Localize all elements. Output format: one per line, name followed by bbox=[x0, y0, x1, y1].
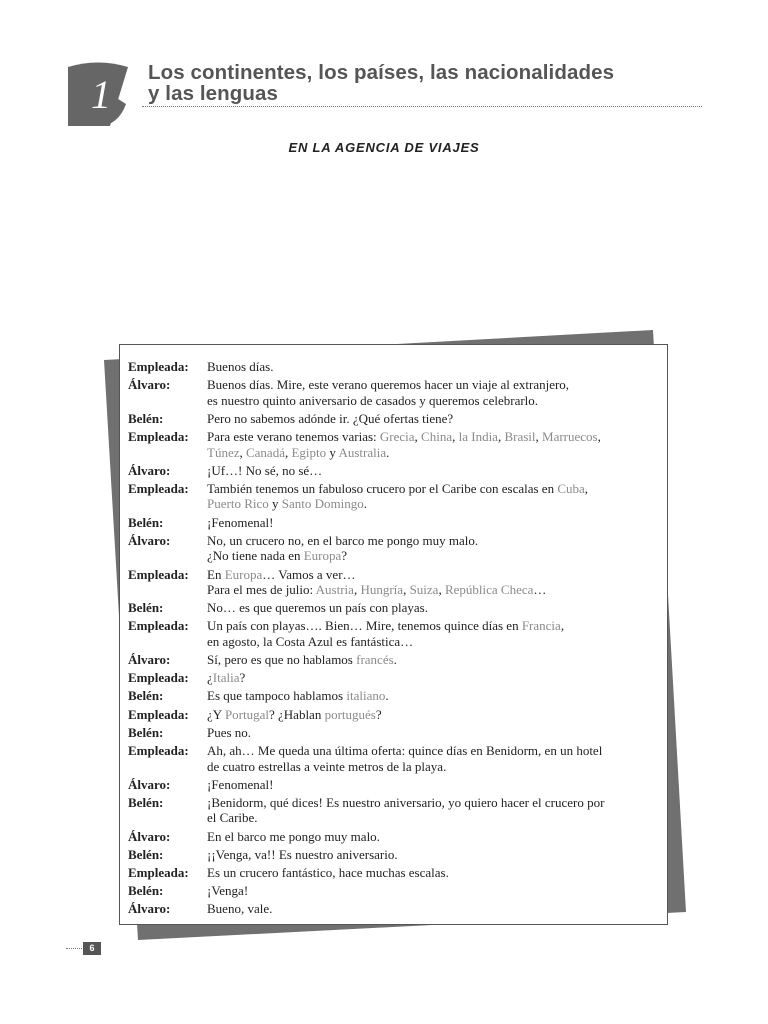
highlighted-term: Santo Domingo bbox=[281, 496, 364, 512]
highlighted-term: Túnez bbox=[207, 444, 240, 460]
highlighted-term: Italia bbox=[212, 670, 240, 686]
speech-text bbox=[207, 567, 659, 598]
speech-text bbox=[207, 795, 659, 826]
speech-text bbox=[207, 847, 659, 863]
speech-line bbox=[207, 618, 659, 634]
speech-segment: ¡Benidorm, qué dices! Es nuestro aniversario, yo quiero hacer el crucero por bbox=[207, 794, 605, 810]
speaker-name: Álvaro: bbox=[128, 901, 171, 917]
dialogue-line bbox=[128, 688, 659, 704]
speech-segment: Un país con playas…. Bien… Mire, tenemos quince días en bbox=[207, 618, 522, 634]
speech-line bbox=[207, 670, 659, 686]
dialogue-line bbox=[128, 743, 659, 774]
speech-text bbox=[207, 865, 659, 881]
speaker-name: Empleada: bbox=[128, 864, 189, 880]
speech-segment: Sí, pero es que no hablamos bbox=[207, 652, 357, 668]
speech-line bbox=[207, 883, 659, 899]
speaker-name: Belén: bbox=[128, 410, 164, 426]
highlighted-term: República Checa bbox=[444, 582, 534, 597]
speech-line bbox=[207, 777, 659, 793]
speech-line bbox=[207, 795, 659, 811]
dialogue-line bbox=[128, 670, 659, 686]
speech-segment: También tenemos un fabuloso crucero por el Caribe con escalas en bbox=[207, 480, 558, 496]
dialogue-line bbox=[128, 725, 659, 741]
speaker-name: Empleada: bbox=[128, 359, 189, 374]
dialogue-line bbox=[128, 847, 659, 863]
speech-text bbox=[207, 725, 659, 741]
speech-line bbox=[207, 829, 659, 845]
speech-segment: , bbox=[597, 429, 601, 445]
speech-text bbox=[207, 883, 659, 899]
speech-segment: y bbox=[268, 496, 282, 512]
speech-segment: ¡Fenomenal! bbox=[207, 776, 274, 792]
speech-segment: . bbox=[363, 496, 367, 512]
highlighted-term: Canadá bbox=[245, 444, 285, 460]
dialogue-line bbox=[128, 829, 659, 845]
speech-segment: , bbox=[403, 582, 410, 597]
speech-line bbox=[207, 688, 659, 704]
dialogue-line bbox=[128, 865, 659, 881]
speech-segment: Pues no. bbox=[207, 724, 252, 740]
speech-segment: Ah, ah… Me queda una última oferta: quince días en Benidorm, en un hotel bbox=[207, 743, 603, 758]
unit-number: 1 bbox=[91, 72, 111, 117]
speech-segment: ¡Fenomenal! bbox=[207, 514, 274, 530]
speech-text bbox=[207, 429, 659, 460]
dialogue-line bbox=[128, 533, 659, 564]
speech-segment: , bbox=[284, 444, 292, 460]
highlighted-term: Austria bbox=[315, 582, 354, 597]
speech-segment: . bbox=[393, 652, 397, 668]
highlighted-term: Puerto Rico bbox=[207, 496, 269, 512]
speech-segment: No, un crucero no, en el barco me pongo muy malo. bbox=[207, 532, 479, 548]
dialogue-line bbox=[128, 883, 659, 899]
speech-segment: Pero no sabemos adónde ir. ¿Qué ofertas tiene? bbox=[207, 410, 454, 426]
speech-text bbox=[207, 377, 659, 408]
dialogue-box bbox=[119, 344, 668, 925]
speech-text bbox=[207, 600, 659, 616]
unit-title-line-2: y las lenguas bbox=[148, 82, 279, 105]
dialogue-line bbox=[128, 777, 659, 793]
speech-segment: , bbox=[353, 582, 361, 597]
speaker-name: Empleada: bbox=[128, 480, 189, 496]
speaker-name: Empleada: bbox=[128, 670, 189, 686]
speech-segment: ? bbox=[375, 706, 382, 722]
speech-segment: , bbox=[438, 582, 445, 597]
speech-segment: … Vamos a ver… bbox=[262, 566, 356, 582]
speech-line bbox=[207, 567, 659, 583]
speech-segment: No… es que queremos un país con playas. bbox=[207, 600, 428, 616]
speech-segment: ? bbox=[239, 670, 246, 686]
speech-segment: , bbox=[560, 618, 565, 634]
speech-line bbox=[207, 429, 659, 445]
speech-segment: ? bbox=[341, 548, 348, 564]
speech-segment: … bbox=[533, 582, 547, 597]
dialogue-line bbox=[128, 463, 659, 479]
speech-text bbox=[207, 411, 659, 427]
speaker-name: Belén: bbox=[128, 514, 164, 530]
speaker-name: Empleada: bbox=[128, 566, 189, 582]
dialogue-lines bbox=[128, 359, 659, 920]
speech-line bbox=[207, 652, 659, 668]
speaker-name: Belén: bbox=[128, 883, 164, 899]
speech-text bbox=[207, 481, 659, 512]
highlighted-term: italiano bbox=[346, 688, 386, 704]
speech-line bbox=[207, 481, 659, 497]
speech-segment: . bbox=[386, 444, 390, 460]
speech-line bbox=[207, 634, 659, 650]
highlighted-term: Australia bbox=[338, 444, 387, 460]
dialogue-line bbox=[128, 411, 659, 427]
page-number: 6 bbox=[83, 942, 101, 955]
dialogue-line bbox=[128, 515, 659, 531]
speaker-name: Álvaro: bbox=[128, 462, 171, 478]
highlighted-term: Hungría bbox=[360, 582, 404, 597]
speech-segment: en agosto, la Costa Azul es fantástica… bbox=[207, 633, 414, 649]
speech-line bbox=[207, 533, 659, 549]
speaker-name: Empleada: bbox=[128, 743, 189, 758]
highlighted-term: Grecia bbox=[379, 429, 415, 445]
speech-line bbox=[207, 496, 659, 512]
speech-line bbox=[207, 759, 659, 775]
speech-segment: de cuatro estrellas a veinte metros de la playa. bbox=[207, 758, 447, 774]
speech-segment: , bbox=[535, 429, 543, 445]
highlighted-term: Marruecos bbox=[542, 429, 598, 445]
speech-line bbox=[207, 707, 659, 723]
dialogue-line bbox=[128, 652, 659, 668]
dialogue-line bbox=[128, 377, 659, 408]
speech-text bbox=[207, 901, 659, 917]
speech-segment: . bbox=[385, 688, 389, 704]
page-number-dots bbox=[66, 948, 82, 949]
speech-segment: ¿ bbox=[207, 670, 213, 686]
highlighted-term: Brasil bbox=[504, 429, 536, 445]
speech-segment: Buenos días. Mire, este verano queremos hacer un viaje al extranjero, bbox=[207, 377, 570, 393]
speech-line bbox=[207, 411, 659, 427]
speaker-name: Álvaro: bbox=[128, 652, 171, 668]
highlighted-term: Egipto bbox=[291, 444, 327, 460]
highlighted-term: Francia bbox=[521, 618, 561, 634]
speech-text bbox=[207, 670, 659, 686]
speech-text bbox=[207, 652, 659, 668]
speech-line bbox=[207, 515, 659, 531]
speech-line bbox=[207, 600, 659, 616]
speech-segment: Es un crucero fantástico, hace muchas escalas. bbox=[207, 864, 449, 880]
speech-text bbox=[207, 533, 659, 564]
highlighted-term: Europa bbox=[224, 566, 263, 582]
speech-text bbox=[207, 829, 659, 845]
speech-line bbox=[207, 548, 659, 564]
speech-line bbox=[207, 463, 659, 479]
speech-text bbox=[207, 359, 659, 375]
speech-line bbox=[207, 865, 659, 881]
speech-text bbox=[207, 688, 659, 704]
dialogue-line bbox=[128, 707, 659, 723]
speech-segment: ¡Venga! bbox=[207, 883, 249, 899]
highlighted-term: Suiza bbox=[409, 582, 439, 597]
speech-segment: , bbox=[452, 429, 459, 445]
highlighted-term: Cuba bbox=[557, 480, 585, 496]
speech-line bbox=[207, 847, 659, 863]
highlighted-term: la India bbox=[458, 429, 498, 445]
section-title: EN LA AGENCIA DE VIAJES bbox=[288, 140, 480, 155]
highlighted-term: China bbox=[421, 429, 453, 445]
highlighted-term: portugués bbox=[324, 706, 376, 722]
speech-segment: y bbox=[326, 444, 339, 460]
speech-text bbox=[207, 515, 659, 531]
dialogue-line bbox=[128, 901, 659, 917]
dialogue-line bbox=[128, 359, 659, 375]
page-footer bbox=[66, 942, 101, 955]
speech-segment: ¡Uf…! No sé, no sé… bbox=[207, 462, 323, 478]
dialogue-line bbox=[128, 618, 659, 649]
speaker-name: Álvaro: bbox=[128, 532, 171, 548]
speech-line bbox=[207, 377, 659, 393]
speech-segment: ¿Y bbox=[207, 706, 225, 722]
speech-line bbox=[207, 810, 659, 826]
speaker-name: Belén: bbox=[128, 688, 164, 704]
speech-text bbox=[207, 743, 659, 774]
speech-line bbox=[207, 743, 659, 759]
speaker-name: Empleada: bbox=[128, 618, 189, 634]
speech-line bbox=[207, 582, 659, 598]
speech-segment: el Caribe. bbox=[207, 810, 258, 826]
speech-text bbox=[207, 777, 659, 793]
highlighted-term: francés bbox=[356, 652, 394, 668]
speaker-name: Empleada: bbox=[128, 429, 189, 445]
speech-segment: ¿No tiene nada en bbox=[207, 548, 304, 564]
speech-segment: ? ¿Hablan bbox=[269, 706, 325, 722]
speech-segment: ¡¡Venga, va!! Es nuestro aniversario. bbox=[207, 846, 398, 862]
speaker-name: Belén: bbox=[128, 600, 164, 616]
dialogue-line bbox=[128, 567, 659, 598]
speech-segment: Es que tampoco hablamos bbox=[207, 688, 347, 704]
speaker-name: Álvaro: bbox=[128, 828, 171, 844]
speech-segment: , bbox=[584, 480, 589, 496]
speech-segment: Para este verano tenemos varias: bbox=[207, 429, 380, 445]
speech-segment: En el barco me pongo muy malo. bbox=[207, 828, 380, 844]
speech-segment: , bbox=[414, 429, 422, 445]
speech-text bbox=[207, 618, 659, 649]
speech-segment: Buenos días. bbox=[207, 359, 274, 374]
speaker-name: Belén: bbox=[128, 724, 164, 740]
dialogue-line bbox=[128, 600, 659, 616]
speech-segment: , bbox=[497, 429, 505, 445]
highlighted-term: Portugal bbox=[224, 706, 269, 722]
speech-line bbox=[207, 393, 659, 409]
speaker-name: Belén: bbox=[128, 794, 164, 810]
speech-segment: es nuestro quinto aniversario de casados y queremos celebrarlo. bbox=[207, 392, 539, 408]
unit-title-line-1: Los continentes, los países, las nacionalidades bbox=[148, 61, 615, 84]
speech-segment: En bbox=[207, 566, 225, 582]
speech-segment: , bbox=[239, 444, 246, 460]
speech-line bbox=[207, 359, 659, 375]
speech-segment: Para el mes de julio: bbox=[207, 582, 316, 597]
speech-line bbox=[207, 901, 659, 917]
dialogue-line bbox=[128, 429, 659, 460]
speech-text bbox=[207, 463, 659, 479]
speech-text bbox=[207, 707, 659, 723]
highlighted-term: Europa bbox=[303, 548, 342, 564]
speech-segment: Bueno, vale. bbox=[207, 901, 273, 917]
dialogue-line bbox=[128, 795, 659, 826]
speaker-name: Belén: bbox=[128, 846, 164, 862]
speech-line bbox=[207, 725, 659, 741]
speech-line bbox=[207, 445, 659, 461]
speaker-name: Álvaro: bbox=[128, 776, 171, 792]
speaker-name: Empleada: bbox=[128, 706, 189, 722]
speaker-name: Álvaro: bbox=[128, 377, 171, 393]
dialogue-line bbox=[128, 481, 659, 512]
